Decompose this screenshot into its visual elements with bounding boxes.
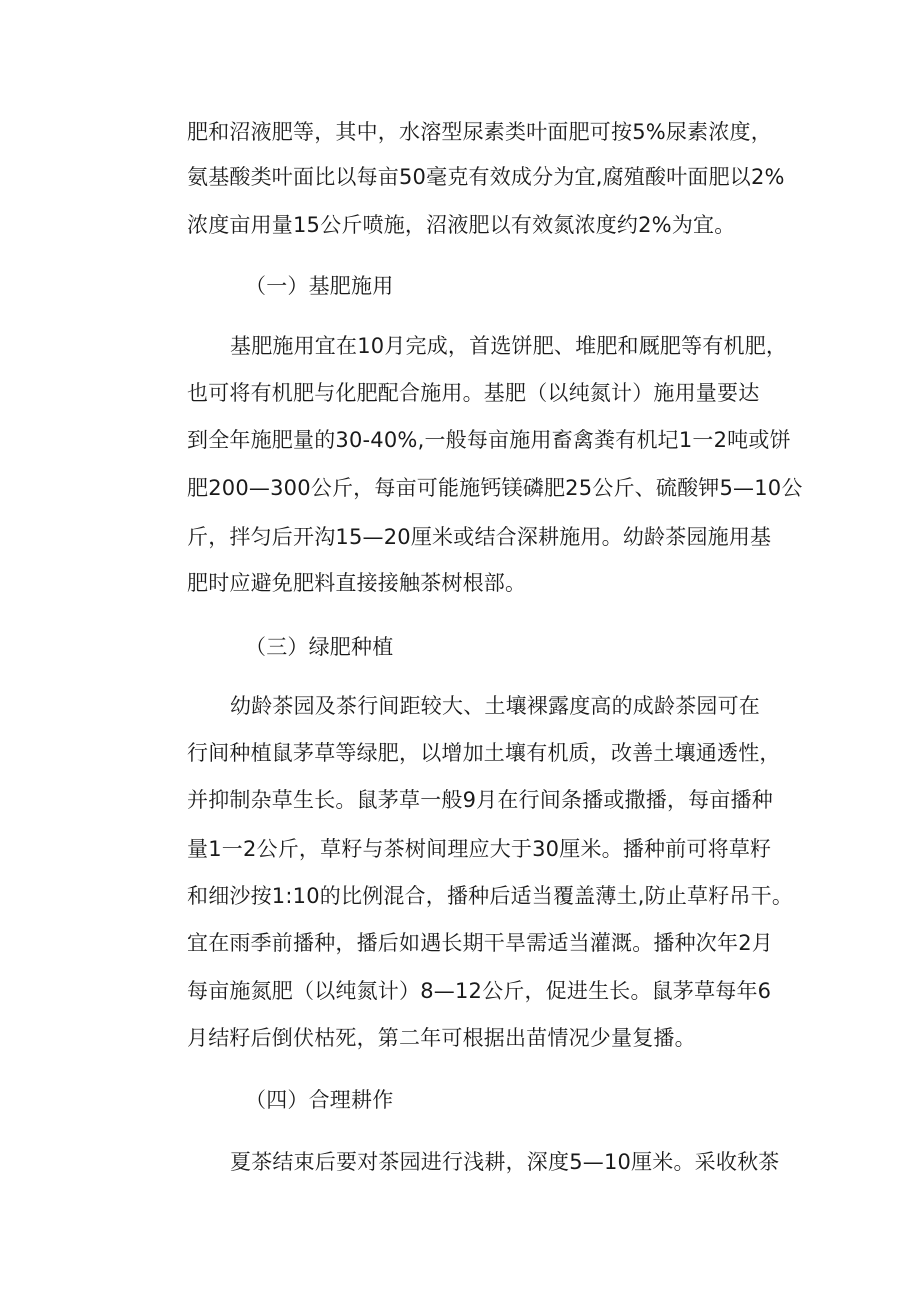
section-heading-green-manure: （三）绿肥种植: [245, 635, 394, 659]
body-line: 肥时应避免肥料直接接触茶树根部。: [187, 571, 527, 595]
body-line: 浓度亩用量15公斤喷施，沼液肥以有效氮浓度约2%为宜。: [187, 213, 736, 237]
body-line: 行间种植鼠茅草等绿肥，以增加土壤有机质，改善土壤通透性，: [187, 741, 781, 765]
section-heading-base-fertilizer: （一）基肥施用: [245, 274, 394, 298]
body-line: 和细沙按1:10的比例混合，播种后适当覆盖薄土,防止草籽吊干。: [187, 884, 794, 908]
body-line: 每亩施氮肥（以纯氮计）8—12公斤，促进生长。鼠茅草每年6: [187, 979, 772, 1003]
body-line: 到全年施肥量的30-40%,一般每亩施用畜禽粪有机圮1一2吨或饼: [187, 428, 791, 452]
body-line: 肥和沼液肥等，其中，水溶型尿素类叶面肥可按5%尿素浓度，: [187, 120, 772, 144]
body-line: 肥200—300公斤，每亩可能施钙镁磷肥25公斤、硫酸钾5—10公: [187, 476, 803, 500]
body-line: 月结籽后倒伏枯死，第二年可根据出苗情况少量复播。: [187, 1026, 696, 1050]
body-line: 量1一2公斤，草籽与茶树间理应大于30厘米。播种前可将草籽: [187, 837, 772, 861]
paragraph-first-line: 基肥施用宜在10月完成，首选饼肥、堆肥和厩肥等有机肥，: [230, 334, 788, 358]
body-line: 斤，拌匀后开沟15—20厘米或结合深耕施用。幼龄茶园施用基: [187, 525, 772, 549]
body-line: 氨基酸类叶面比以每亩50毫克有效成分为宜,腐殖酸叶面肥以2%: [187, 165, 785, 189]
paragraph-first-line: 夏茶结束后要对茶园进行浅耕，深度5—10厘米。采收秋茶: [230, 1150, 780, 1174]
body-line: 并抑制杂草生长。鼠茅草一般9月在行间条播或撒播，每亩播种: [187, 788, 773, 812]
body-line: 也可将有机肥与化肥配合施用。基肥（以纯氮计）施用量要达: [187, 381, 760, 405]
body-line: 宜在雨季前播种，播后如遇长期干旱需适当灌溉。播种次年2月: [187, 931, 773, 955]
section-heading-tillage: （四）合理耕作: [245, 1088, 394, 1112]
paragraph-first-line: 幼龄茶园及茶行间距较大、土壤裸露度高的成龄茶园可在: [230, 694, 760, 718]
